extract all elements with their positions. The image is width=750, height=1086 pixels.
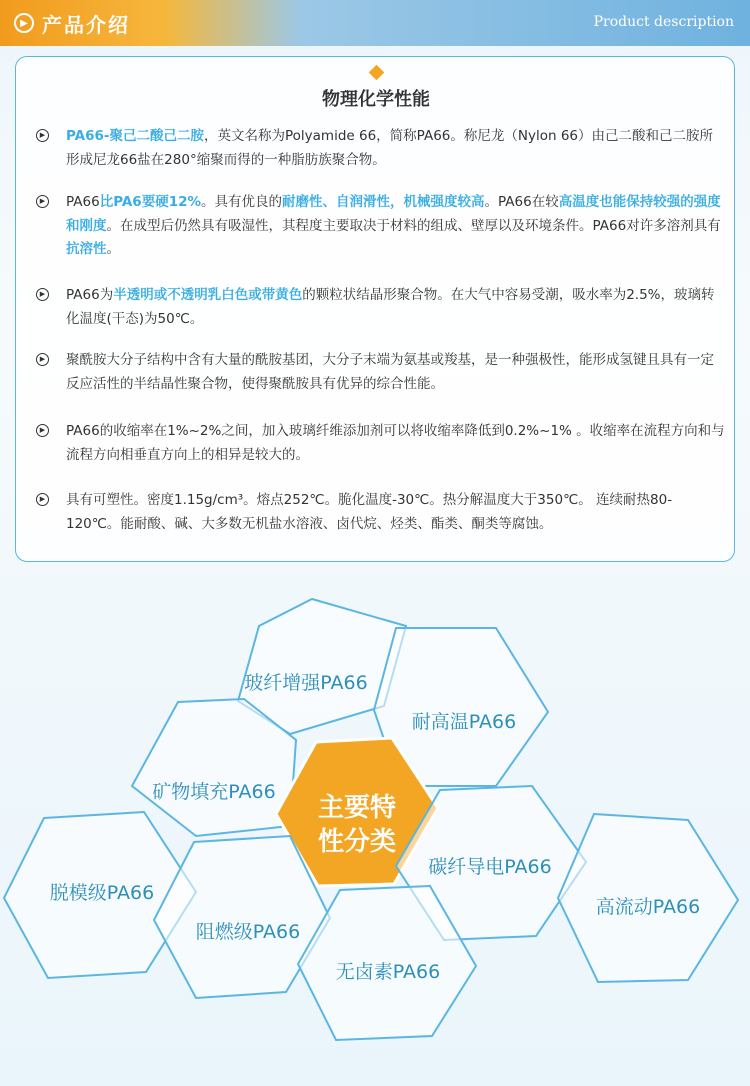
bullet-text — [66, 489, 726, 536]
body-text: 的颗粒状结晶形聚合物。在大气中容易受潮，吸水率为2.5%，玻璃转化温度(干态)为50℃。 — [66, 287, 715, 327]
hex-label-mineral: 矿物填充PA66 — [152, 781, 276, 803]
bullet-item — [36, 125, 726, 172]
hex-label-glass: 玻纤增强PA66 — [244, 672, 368, 694]
bullet-item — [36, 349, 726, 396]
properties-panel — [15, 56, 735, 562]
hex-center-label: 主要特 性分类 — [317, 793, 396, 857]
section-tag — [0, 0, 160, 46]
highlight-text: PA66-聚己二酸己二胺 — [66, 128, 204, 144]
bullet-text — [66, 125, 726, 172]
bullet-item — [36, 191, 726, 262]
hex-mineral — [132, 699, 296, 836]
body-text: 。 — [106, 241, 120, 257]
play-circle-icon: ▶ — [36, 129, 49, 142]
bullet-item — [36, 284, 726, 331]
hex-label-halogen: 无卤素PA66 — [335, 961, 441, 983]
body-text: PA66为 — [66, 287, 114, 303]
play-circle-icon: ▶ — [36, 424, 49, 437]
hex-label-heat: 耐高温PA66 — [411, 711, 517, 733]
body-text: 。具有优良的 — [201, 194, 283, 210]
hex-label-release: 脱模级PA66 — [49, 882, 155, 904]
hex-label-carbon: 碳纤导电PA66 — [428, 856, 552, 878]
body-text: ，英文名称为Polyamide 66，简称PA66。称尼龙（Nylon 66）由己二酸和己二胺所形成尼龙66盐在280°缩聚而得的一种脂肪族聚合物。 — [66, 128, 713, 168]
hex-label-flow: 高流动PA66 — [595, 896, 701, 918]
play-circle-icon: ▶ — [14, 13, 34, 33]
body-text: 聚酰胺大分子结构中含有大量的酰胺基团，大分子末端为氨基或羧基，是一种强极性，能形成氢键且具有一定反应活性的半结晶性聚合物，使得聚酰胺具有优异的综合性能。 — [66, 352, 714, 392]
highlight-text: 耐磨性、自润滑性，机械强度较高 — [282, 194, 485, 210]
section-title: 产品介绍 — [42, 12, 130, 37]
highlight-text: 半透明或不透明乳白色或带黄色 — [113, 287, 303, 303]
bullet-text — [66, 420, 726, 467]
bullet-text — [66, 191, 726, 262]
hex-label-flame: 阻燃级PA66 — [195, 921, 301, 943]
diamond-icon — [369, 65, 385, 81]
body-text: 。PA66在较 — [484, 194, 559, 210]
feature-hexagon-map — [0, 580, 750, 1086]
play-circle-icon: ▶ — [36, 493, 49, 506]
highlight-text: 比PA6要硬12% — [99, 194, 202, 210]
panel-title: 物理化学性能 — [322, 89, 430, 110]
play-circle-icon: ▶ — [36, 195, 49, 208]
bullet-text — [66, 349, 726, 396]
play-circle-icon: ▶ — [36, 288, 49, 301]
body-text: 具有可塑性。密度1.15g/cm³。熔点252℃。脆化温度-30℃。热分解温度大于350℃。 连续耐热80-120℃。能耐酸、碱、大多数无机盐水溶液、卤代烷、烃类、酯类、酮类等腐蚀。 — [66, 492, 673, 532]
section-header — [0, 0, 750, 46]
bullet-item — [36, 420, 726, 467]
body-text: PA66 — [66, 194, 100, 210]
highlight-text: 高温度也能保持较强的强度和刚度 — [66, 194, 721, 234]
bullet-text — [66, 284, 726, 331]
body-text: PA66的收缩率在1%~2%之间，加入玻璃纤维添加剂可以将收缩率降低到0.2%~1% 。收缩率在流程方向和与流程方向相垂直方向上的相异是较大的。 — [66, 423, 725, 463]
play-circle-icon: ▶ — [36, 353, 49, 366]
section-subtitle: Product description — [593, 14, 734, 30]
body-text: 。在成型后仍然具有吸湿性，其程度主要取决于材料的组成、壁厚以及环境条件。PA66对许多溶剂具有 — [106, 217, 721, 234]
bullet-item — [36, 489, 726, 536]
highlight-text: 抗溶性 — [66, 241, 107, 257]
